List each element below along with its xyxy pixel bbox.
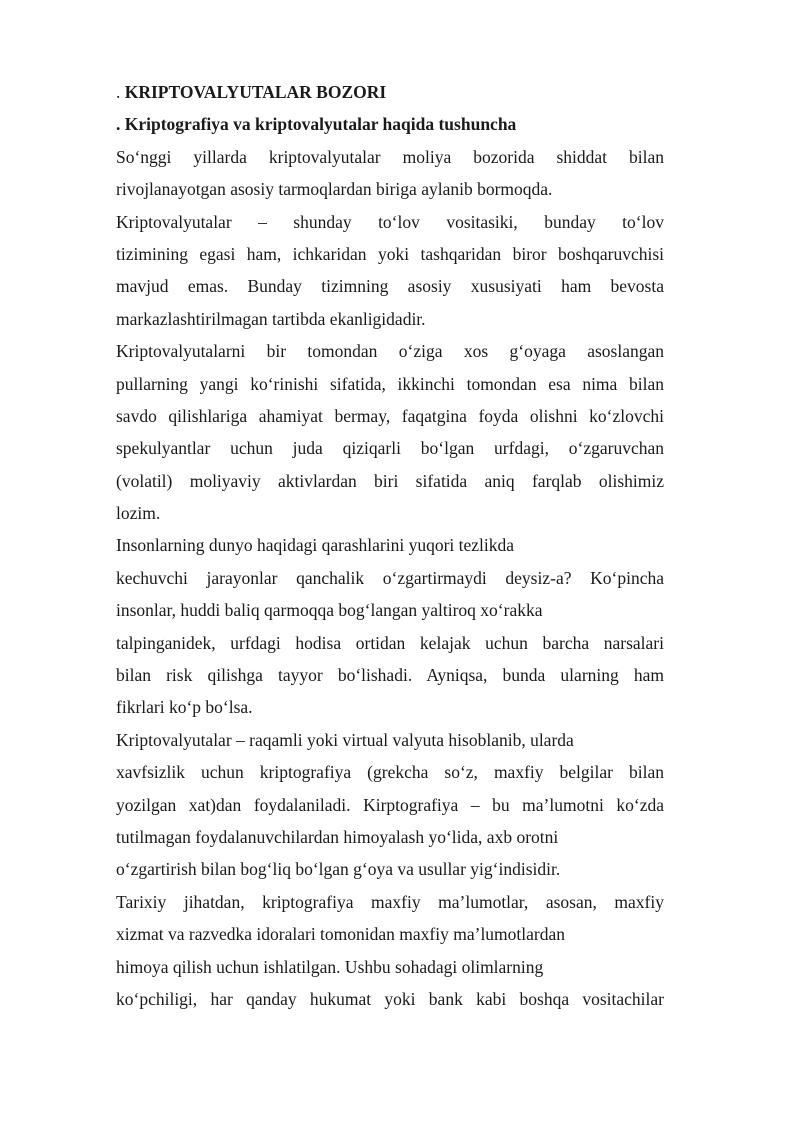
text-line: mavjud emas. Bunday tizimning asosiy xususiyati ham bevosta [116,276,664,297]
text-line: tutilmagan foydalanuvchilardan himoyalash yo‘lida, axb orotni [116,826,559,847]
text-line: himoya qilish uchun ishlatilgan. Ushbu sohadagi olimlarning [116,956,544,977]
subsection-heading: . Kriptografiya va kriptovalyutalar haqida tushuncha [116,114,517,135]
text-line: insonlar, huddi baliq qarmoqqa bog‘langan yaltiroq xo‘rakka [116,600,543,621]
text-line: Insonlarning dunyo haqidagi qarashlarini yuqori tezlikda [116,535,515,556]
heading-title: KRIPTOVALYUTALAR BOZORI [124,82,387,102]
text-line: Tarixiy jihatdan, kriptografiya maxfiy ma’lumotlar, asosan, maxfiy [116,891,664,912]
text-line: markazlashtirilmagan tartibda ekanligidadir. [116,308,426,329]
text-line: rivojlanayotgan asosiy tarmoqlardan biriga aylanib bormoqda. [116,179,553,200]
text-line: ko‘pchiligi, har qanday hukumat yoki bank kabi boshqa vositachilar [116,988,664,1009]
text-line: Kriptovalyutalar – shunday to‘lov vositasiki, bunday to‘lov [116,211,664,232]
text-line: xizmat va razvedka idoralari tomonidan maxfiy ma’lumotlardan [116,924,566,945]
section-heading [116,76,664,108]
text-line: bilan risk qilishga tayyor bo‘lishadi. Ayniqsa, bunda ularning ham [116,665,664,686]
text-line: savdo qilishlariga ahamiyat bermay, faqatgina foyda olishni ko‘zlovchi [116,405,664,426]
heading-prefix: . [116,82,121,102]
text-line: spekulyantlar uchun juda qiziqarli bo‘lgan urfdagi, o‘zgaruvchan [116,438,664,459]
text-line: xavfsizlik uchun kriptografiya (grekcha so‘z, maxfiy belgilar bilan [116,762,664,783]
body-text [116,141,664,1016]
text-line: yozilgan xat)dan foydalaniladi. Kirptografiya – bu ma’lumotni ko‘zda [116,794,664,815]
text-line: fikrlari ko‘p bo‘lsa. [116,697,253,718]
text-line: talpinganidek, urfdagi hodisa ortidan kelajak uchun barcha narsalari [116,632,664,653]
text-line: Kriptovalyutalar – raqamli yoki virtual valyuta hisoblanib, ularda [116,729,574,750]
document-page [116,76,664,1015]
text-line: kechuvchi jarayonlar qanchalik o‘zgartirmaydi deysiz-a? Ko‘pincha [116,567,664,588]
text-line: So‘nggi yillarda kriptovalyutalar moliya bozorida shiddat bilan [116,146,664,167]
text-line: tizimining egasi ham, ichkaridan yoki tashqaridan biror boshqaruvchisi [116,243,664,264]
text-line: pullarning yangi ko‘rinishi sifatida, ikkinchi tomondan esa nima bilan [116,373,664,394]
text-line: Kriptovalyutalarni bir tomondan o‘ziga xos g‘oyaga asoslangan [116,341,664,362]
text-line: (volatil) moliyaviy aktivlardan biri sifatida aniq farqlab olishimiz [116,470,664,491]
text-line: o‘zgartirish bilan bog‘liq bo‘lgan g‘oya va usullar yig‘indisidir. [116,859,561,880]
text-line: lozim. [116,503,161,524]
